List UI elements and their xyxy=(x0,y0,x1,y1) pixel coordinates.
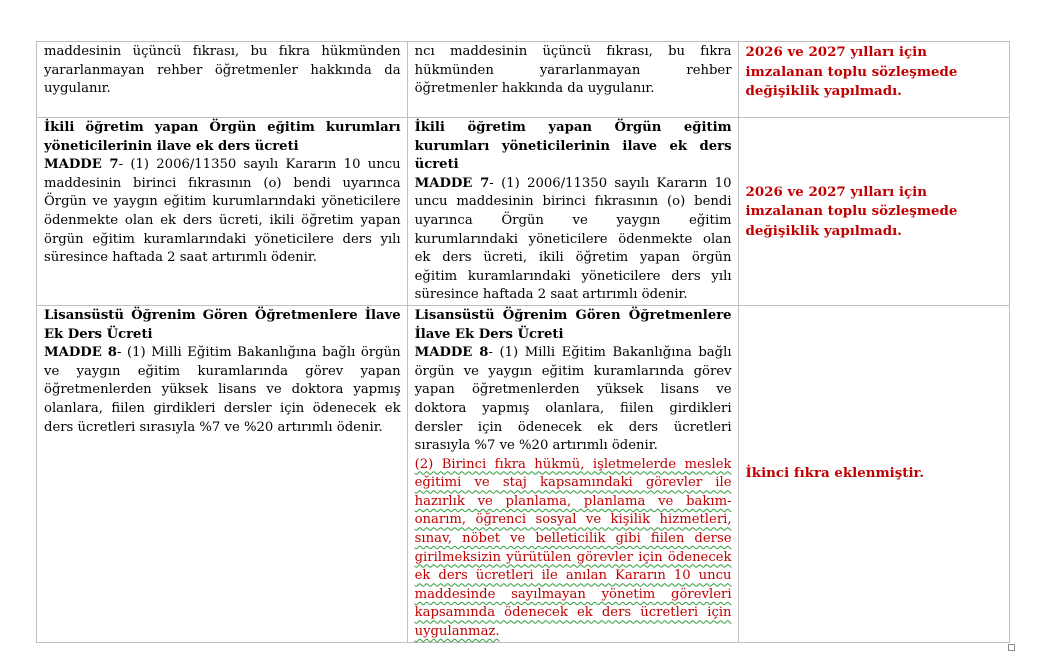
added-text: (2) Birinci fıkra hükmü, işletmelerde meslek eğitimi ve staj kapsamındaki görevler ile hazırlık ve planlama, planlama ve bakım-onarım, öğrenci sosyal ve kişilik hizmetleri, sınav, nöbet ve belleticilik gibi fiilen derse girilmeksizin yürütülen görevler için ödenecek ek ders ücretleri ile anılan Kararın 10 uncu maddesinde sayılmayan yönetim görevleri kapsamında ödenecek ek ders ücretleri için uygulanmaz. xyxy=(414,456,732,640)
article-number: MADDE 8 xyxy=(44,345,117,361)
table-row xyxy=(37,42,1010,118)
change-note: 2026 ve 2027 yılları için imzalanan toplu sözleşmede değişiklik yapılmadı. xyxy=(745,183,958,239)
current-text-cell xyxy=(37,305,408,642)
paragraph-text: ncı maddesinin üçüncü fıkrası, bu fıkra hükmünden yararlanmayan rehber öğretmenler hakkında da uygulanır. xyxy=(414,44,732,97)
proposed-text-cell xyxy=(407,42,738,118)
comparison-table xyxy=(36,41,1010,643)
paragraph-text: - (1) Milli Eğitim Bakanlığına bağlı örgün ve yaygın eğitim kuramlarında görev yapan öğretmenlerden yüksek lisans ve doktora yapmış olanlara, fiilen girdikleri dersler için ödenecek ek ders ücretleri sırasıyla %7 ve %20 artırımlı ödenir. xyxy=(414,345,732,454)
end-of-row-marker xyxy=(1008,644,1015,651)
change-note: İkinci fıkra eklenmiştir. xyxy=(745,465,925,482)
proposed-text-cell xyxy=(407,118,738,306)
change-note-cell xyxy=(738,305,1009,642)
article-number: MADDE 7 xyxy=(44,157,119,173)
paragraph-text: - (1) Milli Eğitim Bakanlığına bağlı örgün ve yaygın eğitim kuramlarında görev yapan öğretmenlerden yüksek lisans ve doktora yapmış olanlara, fiilen girdikleri dersler için ödenecek ek ders ücretleri sırasıyla %7 ve %20 artırımlı ödenir. xyxy=(44,345,401,435)
article-paragraph xyxy=(44,156,401,268)
table-row xyxy=(37,305,1010,642)
article-heading: İkili öğretim yapan Örgün eğitim kurumları yöneticilerinin ilave ek ders ücreti xyxy=(414,120,732,173)
article-heading: Lisansüstü Öğrenim Gören Öğretmenlere İlave Ek Ders Ücreti xyxy=(414,307,732,342)
added-paragraph xyxy=(415,456,732,642)
proposed-text-cell xyxy=(407,305,738,642)
change-note: 2026 ve 2027 yılları için imzalanan toplu sözleşmede değişiklik yapılmadı. xyxy=(745,44,958,100)
article-number: MADDE 8 xyxy=(414,345,489,361)
table-row xyxy=(37,118,1010,306)
article-paragraph xyxy=(44,344,401,437)
paragraph-text: - (1) 2006/11350 sayılı Kararın 10 uncu maddesinin birinci fıkrasının (o) bendi uyarınca Örgün ve yaygın eğitim kurumlarındaki yöneticilere ödenmekte olan ek ders ücreti, ikili öğretim yapan örgün eğitim kuramlarındaki yöneticilere ders yılı süresince haftada 2 saat artırımlı ödenir. xyxy=(414,175,732,303)
article-paragraph xyxy=(415,344,732,456)
article-heading: Lisansüstü Öğrenim Gören Öğretmenlere İlave Ek Ders Ücreti xyxy=(44,307,401,342)
change-note-cell xyxy=(738,42,1009,118)
change-note-cell xyxy=(738,118,1009,306)
current-text-cell xyxy=(37,42,408,118)
article-heading: İkili öğretim yapan Örgün eğitim kurumları yöneticilerinin ilave ek ders ücreti xyxy=(44,120,401,154)
article-paragraph xyxy=(415,175,732,305)
article-number: MADDE 7 xyxy=(414,175,490,191)
paragraph-text: - (1) 2006/11350 sayılı Kararın 10 uncu maddesinin birinci fıkrasının (o) bendi uyarınca Örgün ve yaygın eğitim kurumlarındaki yöneticilere ödenmekte olan ek ders ücreti, ikili öğretim yapan örgün eğitim kuramlarındaki yöneticilere ders yılı süresince haftada 2 saat artırımlı ödenir. xyxy=(44,157,401,266)
paragraph-text: maddesinin üçüncü fıkrası, bu fıkra hükmünden yararlanmayan rehber öğretmenler hakkında da uygulanır. xyxy=(44,44,401,97)
current-text-cell xyxy=(37,118,408,306)
